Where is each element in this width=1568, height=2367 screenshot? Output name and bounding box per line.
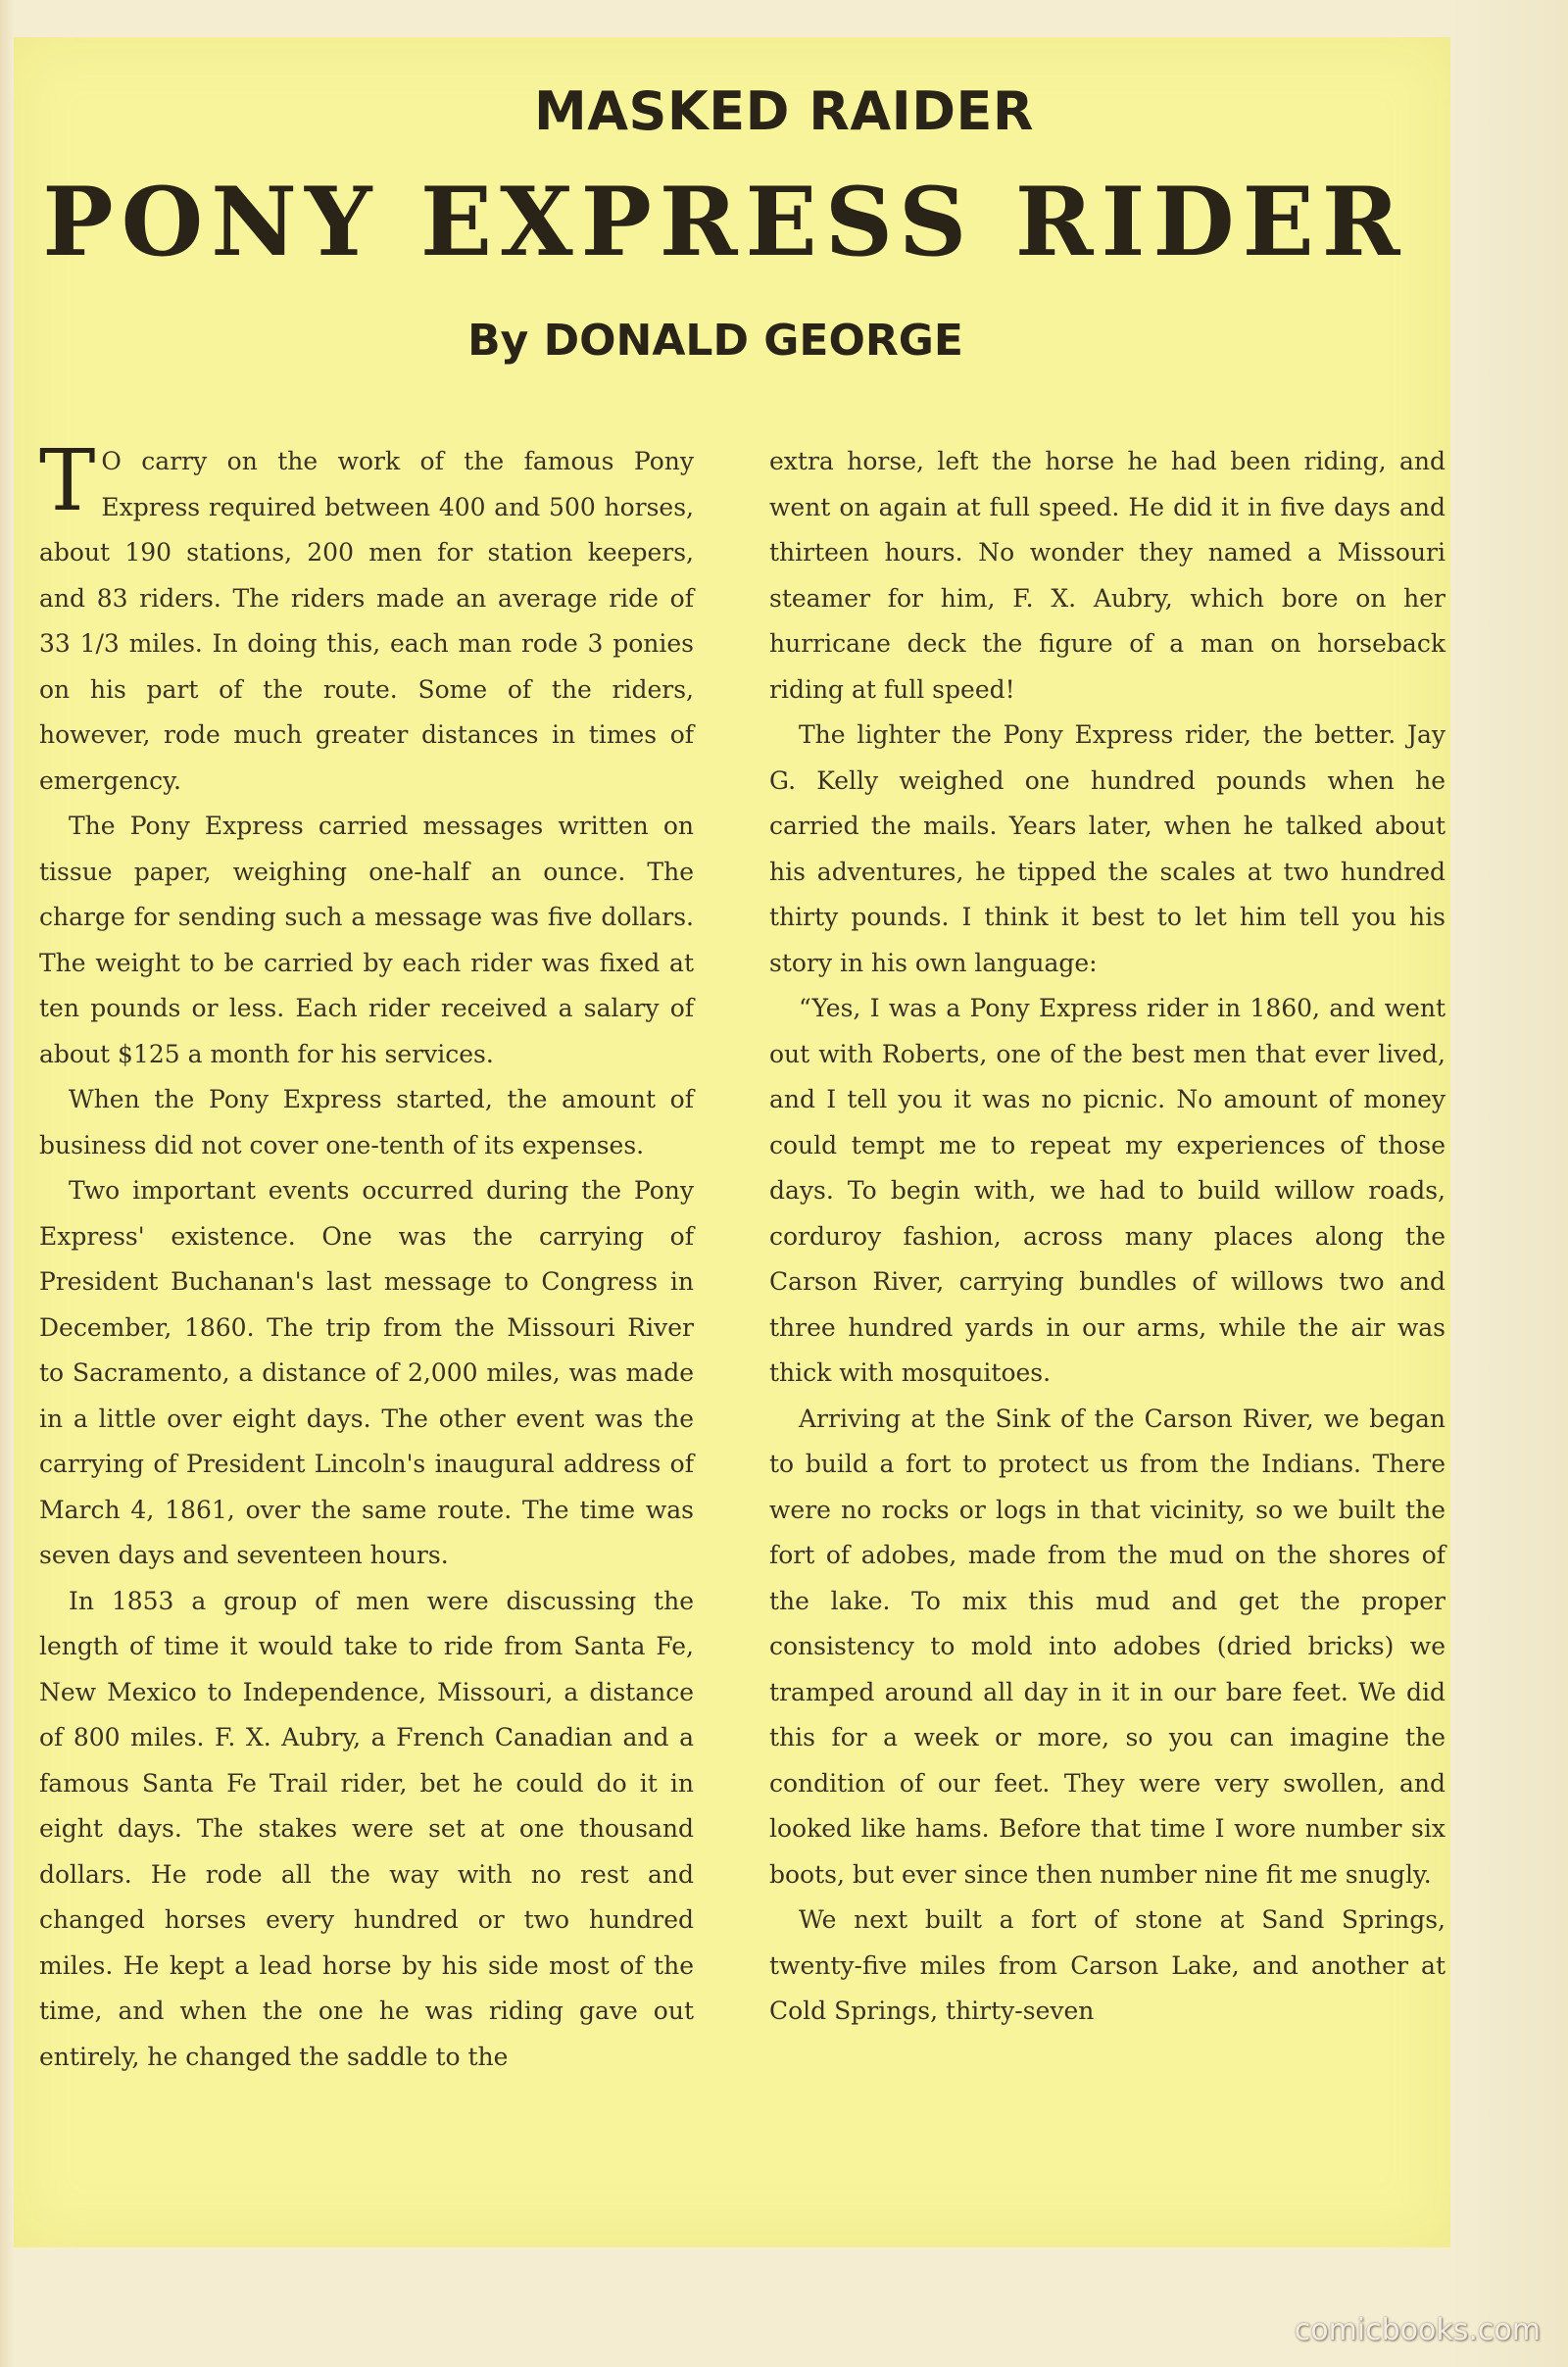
article-title: PONY EXPRESS RIDER [42,167,1408,277]
right-column [769,439,1446,2035]
left-column [39,432,694,2080]
kicker-heading: MASKED RAIDER [533,80,1035,142]
paragraph-text: O carry on the work of the famous Pony Express required between 400 and 500 horses, about 190 stations, 200 men for station keepers, and 83 riders. The riders made an average ride of 33 1/3 miles. In doing this, each man rode 3 ponies on his part of the route. Some of the riders, however, rode much greater distances in times of emergency. [39,447,694,795]
paragraph: Two important events occurred during the Pony Express' existence. One was the carrying of President Buchanan's last message to Congress in December, 1860. The trip from the Missouri River to Sacramento, a distance of 2,000 miles, was made in a little over eight days. The other event was the carrying of President Lincoln's inaugural address of March 4, 1861, over the same route. The time was seven days and seventeen hours. [39,1176,694,1569]
paragraph: Arriving at the Sink of the Carson River, we began to build a fort to protect us from the Indians. There were no rocks or logs in that vicinity, so we built the fort of adobes, made from the mud on the shores of the lake. To mix this mud and get the proper consistency to mold into adobes (dried bricks) we tramped around all day in it in our bare feet. We did this for a week or more, so you can imagine the condition of our feet. They were very swollen, and looked like hams. Before that time I wore number six boots, but ever since then number nine fit me snugly. [769,1404,1446,1889]
paragraph: The lighter the Pony Express rider, the better. Jay G. Kelly weighed one hundred pounds when he carried the mails. Years later, when he talked about his adventures, he tipped the scales at two hundred thirty pounds. I think it best to let him tell you his story in his own language: [769,720,1446,977]
paragraph: In 1853 a group of men were discussing the length of time it would take to ride from Santa Fe, New Mexico to Independence, Missouri, a distance of 800 miles. F. X. Aubry, a French Canadian and a famous Santa Fe Trail rider, bet he could do it in eight days. The stakes were set at one thousand dollars. He rode all the way with no rest and changed horses every hundred or two hundred miles. He kept a lead horse by his side most of the time, and when the one he was riding gave out entirely, he changed the saddle to the [39,1586,694,2071]
byline: By DONALD GEORGE [467,316,963,366]
paragraph: When the Pony Express started, the amount of business did not cover one-tenth of its expenses. [39,1085,694,1159]
paragraph: We next built a fort of stone at Sand Springs, twenty-five miles from Carson Lake, and another at Cold Springs, thirty-seven [769,1905,1446,2025]
watermark: comicbooks.com [1294,2313,1541,2347]
paragraph: “Yes, I was a Pony Express rider in 1860, and went out with Roberts, one of the best men that ever lived, and I tell you it was no picnic. No amount of money could tempt me to repeat my experiences of those days. To begin with, we had to build willow roads, corduroy fashion, across many places along the Carson River, carrying bundles of willows two and three hundred yards in our arms, while the air was thick with mosquitoes. [769,994,1446,1387]
drop-cap: T [39,432,96,530]
paragraph: extra horse, left the horse he had been riding, and went on again at full speed. He did it in five days and thirteen hours. No wonder they named a Missouri steamer for him, F. X. Aubry, which bore on her hurricane deck the figure of a man on horseback riding at full speed! [769,447,1446,704]
paragraph [39,432,694,804]
paragraph: The Pony Express carried messages written on tissue paper, weighing one-half an ounce. The charge for sending such a message was five dollars. The weight to be carried by each rider was fixed at ten pounds or less. Each rider received a salary of about $125 a month for his services. [39,812,694,1068]
